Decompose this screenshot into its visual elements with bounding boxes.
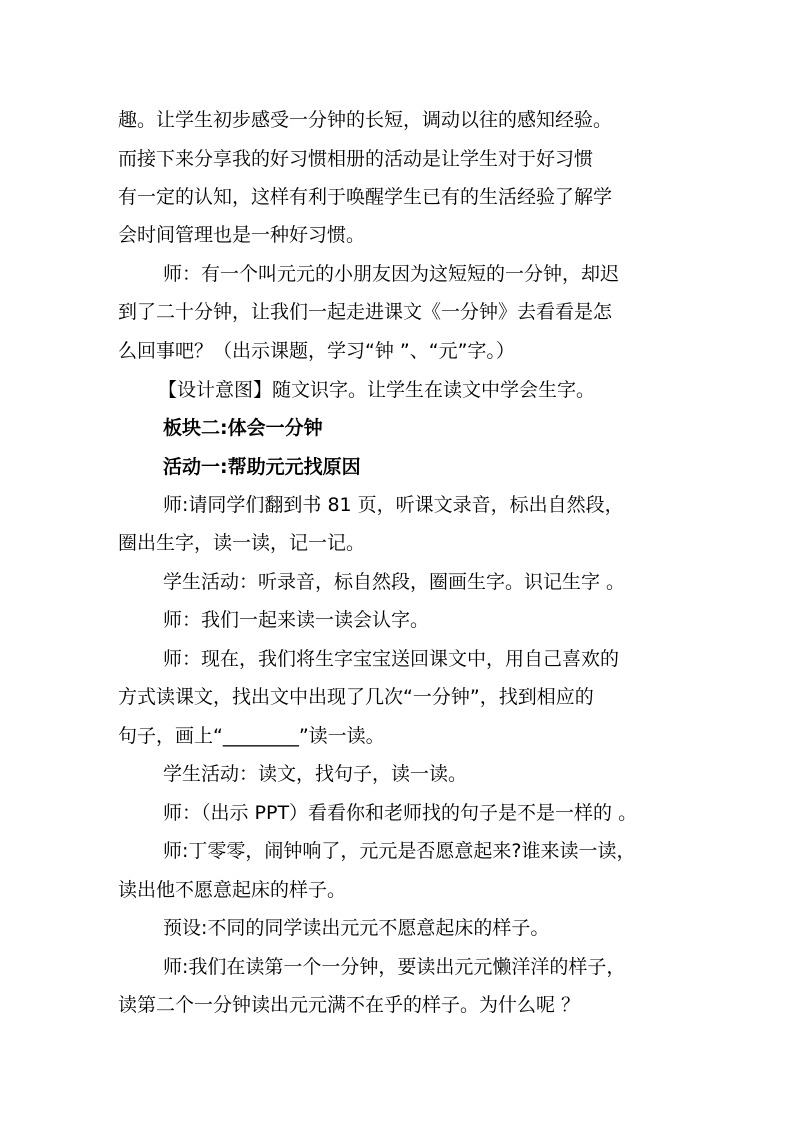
paragraph-line: 而接下来分享我的好习惯相册的活动是让学生对于好习惯	[118, 148, 594, 170]
paragraph-line: 读第二个一分钟读出元元满不在乎的样子。为什么呢 ？	[118, 994, 581, 1016]
paragraph-line: 圈出生字，读一读，记一记。	[118, 532, 366, 554]
paragraph-line: 师:丁零零，闹钟响了，元元是否愿意起来?谁来读一读，	[163, 840, 636, 862]
paragraph-line: 师：现在，我们将生字宝宝送回课文中，用自己喜欢的	[163, 648, 620, 670]
section-heading: 板块二:体会一分钟	[163, 417, 323, 439]
paragraph-line: 有一定的认知，这样有利于唤醒学生已有的生活经验了解学	[118, 186, 613, 208]
paragraph-line: 到了二十分钟，让我们一起走进课文《一分钟》去看看是怎	[118, 301, 613, 323]
paragraph-line: 句子，画上“________”读一读。	[118, 725, 385, 747]
paragraph-line: 会时间管理也是一种好习惯。	[118, 224, 366, 246]
paragraph-line: 师:我们在读第一个一分钟，要读出元元懒洋洋的样子，	[163, 956, 626, 978]
paragraph-line: 学生活动：听录音，标自然段，圈画生字。识记生字 。	[163, 571, 626, 593]
paragraph-line: 师：我们一起来读一读会认字。	[163, 609, 430, 631]
paragraph-line: 师：（出示 PPT）看看你和老师找的句子是不是一样的 。	[163, 802, 638, 824]
paragraph-line: 读出他不愿意起床的样子。	[118, 879, 347, 901]
paragraph-line: 方式读课文，找出文中出现了几次“一分钟”，找到相应的	[118, 686, 594, 708]
activity-heading: 活动一:帮助元元找原因	[163, 456, 361, 478]
design-intent-line: 【设计意图】随文识字。让学生在读文中学会生字。	[158, 379, 596, 401]
paragraph-line: 学生活动：读文，找句子，读一读。	[163, 763, 468, 785]
paragraph-line: 师：有一个叫元元的小朋友因为这短短的一分钟，却迟	[163, 263, 620, 285]
paragraph-line: 师:请同学们翻到书 81 页，听课文录音，标出自然段，	[163, 494, 624, 516]
paragraph-line: 趣。让学生初步感受一分钟的长短，调动以往的感知经验。	[118, 109, 613, 131]
paragraph-line: 么回事吧？（出示课题，学习“钟 ”、“元”字。）	[118, 340, 515, 362]
paragraph-line: 预设:不同的同学读出元元不愿意起床的样子。	[163, 917, 550, 939]
